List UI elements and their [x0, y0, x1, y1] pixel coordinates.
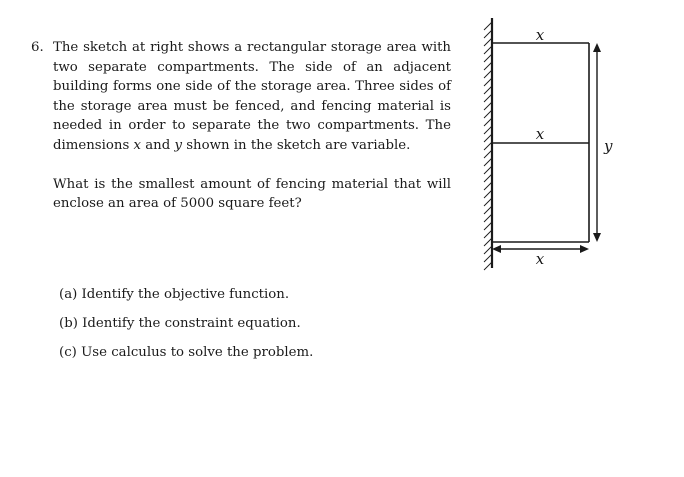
hatch-mark — [484, 54, 492, 62]
hatch-mark — [484, 174, 492, 182]
hatch-mark — [484, 38, 492, 46]
hatch-mark — [484, 142, 492, 150]
dimension-y-arrow — [593, 43, 601, 242]
bottom-x-label: x — [535, 250, 545, 268]
hatch-mark — [484, 134, 492, 142]
statement-text-1: The sketch at right shows a rectangular storage area with two separate compartments. The side of an adjacent building forms one side of the storage area. Three sides of the storage area must be fenced, and fencing material is needed in order to separate the two compartments. The dimensions — [53, 40, 451, 153]
hatch-mark — [484, 262, 492, 270]
part-b-label: (b) — [59, 316, 78, 331]
hatch-mark — [484, 110, 492, 118]
hatch-mark — [484, 182, 492, 190]
hatch-mark — [484, 158, 492, 166]
hatch-mark — [484, 222, 492, 230]
part-b-text: Identify the constraint equation. — [82, 316, 301, 331]
hatch-mark — [484, 254, 492, 262]
hatch-mark — [484, 94, 492, 102]
variable-x: x — [133, 137, 142, 153]
building-wall — [484, 18, 492, 270]
hatch-mark — [484, 86, 492, 94]
x-arrow-right-head — [580, 245, 589, 253]
hatch-mark — [484, 22, 492, 30]
hatch-mark — [484, 190, 492, 198]
hatch-mark — [484, 78, 492, 86]
hatch-mark — [484, 230, 492, 238]
middle-x-label: x — [535, 125, 545, 143]
variable-y: y — [174, 137, 182, 153]
part-a-label: (a) — [59, 287, 78, 302]
statement-text-2: and — [141, 137, 175, 153]
hatch-mark — [484, 62, 492, 70]
part-a-text: Identify the objective function. — [81, 287, 290, 302]
problem-question: What is the smallest amount of fencing material that will enclose an area of 5000 square feet? — [53, 176, 451, 211]
part-c-text: Use calculus to solve the problem. — [81, 345, 314, 360]
hatch-mark — [484, 214, 492, 222]
y-arrow-top-head — [593, 43, 601, 52]
hatch-mark — [484, 246, 492, 254]
hatch-mark — [484, 166, 492, 174]
hatch-mark — [484, 206, 492, 214]
hatch-mark — [484, 70, 492, 78]
part-c-label: (c) — [59, 345, 77, 360]
wall-hatching — [484, 22, 492, 270]
y-arrow-bottom-head — [593, 233, 601, 242]
top-x-label: x — [535, 26, 545, 44]
hatch-mark — [484, 126, 492, 134]
hatch-mark — [484, 150, 492, 158]
x-arrow-left-head — [492, 245, 501, 253]
hatch-mark — [484, 198, 492, 206]
hatch-mark — [484, 46, 492, 54]
statement-text-3: shown in the sketch are variable. — [182, 137, 411, 153]
problem-number: 6. — [31, 40, 44, 55]
hatch-mark — [484, 102, 492, 110]
hatch-mark — [484, 30, 492, 38]
hatch-mark — [484, 238, 492, 246]
side-y-label: y — [604, 137, 613, 155]
hatch-mark — [484, 118, 492, 126]
